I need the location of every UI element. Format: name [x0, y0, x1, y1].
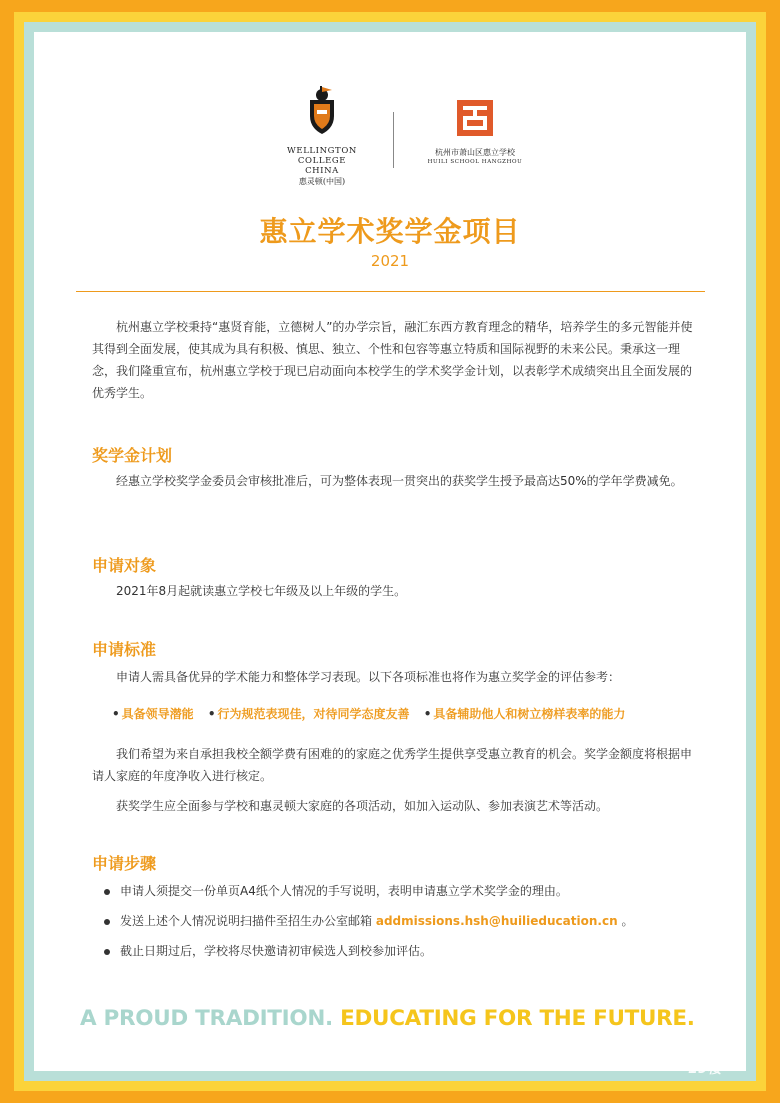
wellington-name-line2: CHINA	[305, 166, 339, 176]
criteria-item: • 具备领导潜能	[112, 707, 194, 721]
section-text-plan: 经惠立学校奖学金委员会审核批准后，可为整体表现一贯突出的获奖学生授予最高达50%的学年学费减免。	[116, 474, 683, 488]
step-item: 发送上述个人情况说明扫描件至招生办公室邮箱 addmissions.hsh@huilieducation.cn 。	[104, 910, 633, 940]
page-title: 惠立学术奖学金项目	[259, 215, 521, 248]
slogan-part2: EDUCATING FOR THE FUTURE.	[340, 1006, 695, 1031]
huili-seal-icon	[457, 100, 493, 136]
slogan-part1: A PROUD TRADITION.	[80, 1006, 333, 1031]
title-divider	[76, 291, 705, 292]
section-heading-steps: 申请步骤	[92, 854, 157, 873]
section-heading-plan: 奖学金计划	[92, 446, 173, 465]
wellington-name-cn: 惠灵顿(中国)	[298, 177, 346, 186]
huili-name-cn: 杭州市萧山区惠立学校	[435, 148, 515, 157]
step-item: 申请人须提交一份单页A4纸个人情况的手写说明，表明申请惠立学术奖学金的理由。	[104, 880, 633, 910]
admissions-email-link[interactable]: addmissions.hsh@huilieducation.cn	[375, 914, 618, 928]
section-text-eligibility: 2021年8月起就读惠立学校七年级及以上年级的学生。	[116, 584, 407, 598]
criteria-item: • 行为规范表现佳，对待同学态度友善	[207, 707, 410, 721]
watermark: 19楼	[688, 1061, 722, 1077]
bullet-icon	[104, 889, 110, 895]
intro-paragraph: 杭州惠立学校秉持“惠贤育能，立德树人”的办学宗旨，融汇东西方教育理念的精华，培养学生的多元智能并使其得到全面发展，使其成为具有积极、慎思、独立、个性和包容等惠立特质和国际视野的未来公民。秉承这一理念，我们隆重宣布，杭州惠立学校于现已启动面向本校学生的学术奖学金计划，以表彰学术成绩突出且全面发展的优秀学生。	[92, 320, 693, 400]
criteria-list	[112, 705, 635, 722]
bullet-icon	[104, 949, 110, 955]
section-text-criteria: 申请人需具备优异的学术能力和整体学习表现。以下各项标准也将作为惠立奖学金的评估参考：	[116, 670, 621, 684]
section-heading-eligibility: 申请对象	[92, 556, 157, 575]
step-item: 截止日期过后，学校将尽快邀请初审候选人到校参加评估。	[104, 940, 633, 970]
wellington-name-line1: WELLINGTON COLLEGE	[287, 146, 357, 166]
bullet-icon	[104, 919, 110, 925]
page-year: 2021	[370, 252, 410, 270]
wellington-logo	[262, 86, 382, 187]
section-text-criteria-2: 我们希望为来自承担我校全额学费有困难的的家庭之优秀学生提供享受惠立教育的机会。奖学金额度将根据申请人家庭的年度净收入进行核定。	[92, 747, 693, 783]
huili-logo	[410, 100, 540, 166]
slogan	[80, 1006, 695, 1031]
logo-divider	[393, 112, 394, 168]
section-text-criteria-3: 获奖学生应全面参与学校和惠灵顿大家庭的各项活动，如加入运动队、参加表演艺术等活动。	[116, 799, 609, 813]
criteria-item: • 具备辅助他人和树立榜样表率的能力	[423, 707, 626, 721]
steps-list	[104, 880, 633, 970]
huili-name-en: HUILI SCHOOL HANGZHOU	[427, 159, 523, 165]
section-heading-criteria: 申请标准	[92, 640, 157, 659]
wellington-crest-icon	[302, 86, 342, 136]
